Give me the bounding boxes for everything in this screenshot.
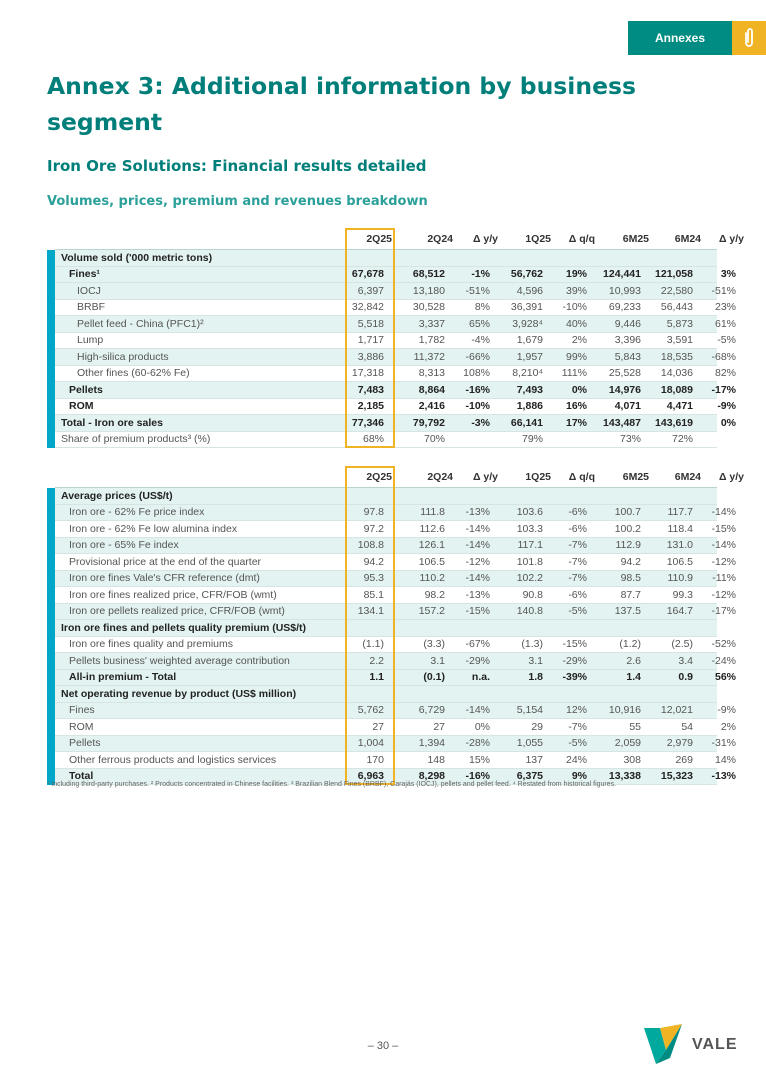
table-cell: 6,729 [418,704,445,717]
row-label: Fines¹ [69,268,100,281]
table-row [55,538,736,555]
table-cell: -39% [562,671,587,684]
table-cell: 100.7 [614,506,641,519]
table-cell: -16% [465,770,490,783]
table-cell: -10% [465,400,490,413]
table-row [55,333,736,350]
table-cell: -14% [465,539,490,552]
row-label: Net operating revenue by product (US$ million) [61,687,297,700]
row-label: Pellets [69,737,101,750]
table-cell: 79,792 [412,416,445,429]
table-cell: 14,976 [608,383,641,396]
table-cell: -7% [568,572,587,585]
table-cell: 106.5 [666,555,693,568]
table-cell: -14% [465,522,490,535]
table-cell: 3.1 [528,654,543,667]
table-cell: -12% [711,588,736,601]
table-cell: 5,873 [666,317,693,330]
table-cell: 32,842 [351,301,384,314]
table-cell: 0% [720,416,736,429]
row-label: Pellets [69,383,103,396]
column-header: 1Q25 [525,471,551,483]
page-number: – 30 – [367,1040,399,1052]
table-row [55,349,736,366]
column-header: 2Q24 [427,233,453,245]
column-header: Δ q/q [568,233,595,245]
table-cell: (1.2) [619,638,641,651]
table-row [55,571,736,588]
table-cell: 67,678 [351,268,384,281]
table-row [55,521,736,538]
row-label: Volume sold ('000 metric tons) [61,251,213,264]
table-row [55,604,736,621]
table-row [55,382,736,399]
table-cell: 70% [423,433,445,446]
row-label: Iron ore fines and pellets quality premium (US$/t) [61,621,307,634]
table-cell: -14% [465,572,490,585]
column-header: Δ y/y [472,233,498,245]
table-cell: -13% [465,506,490,519]
footnote: ¹ Including third-party purchases. ² Products concentrated in Chinese facilities. ³ Brazilian Blend Fines (BRBF), Carajás (IOCJ), pellets and pellet feed. ⁴ Restated from historical figures. [47,781,617,788]
table-cell: 40% [565,317,587,330]
table-cell: 22,580 [660,284,693,297]
table-cell: 95.3 [363,572,384,585]
table-row [55,637,736,654]
table-cell: -6% [568,588,587,601]
table-cell: 269 [675,753,693,766]
table-row [55,670,736,687]
row-label: Average prices (US$/t) [61,489,173,502]
table-cell: 8,210⁴ [512,367,543,380]
table-cell: 1,394 [418,737,445,750]
table-cell: -7% [568,720,587,733]
table-cell: 39% [565,284,587,297]
table-cell: 56,443 [660,301,693,314]
row-label: Iron ore fines quality and premiums [69,638,233,651]
table-header [55,228,744,250]
table-cell: 87.7 [620,588,641,601]
table-cell: 29 [531,720,543,733]
table-cell: 5,843 [614,350,641,363]
table-cell: 100.2 [614,522,641,535]
table-cell: 124,441 [603,268,641,281]
table-cell: 3,591 [666,334,693,347]
table-cell: 79% [521,433,543,446]
paperclip-icon [732,21,766,55]
column-header: Δ y/y [718,471,744,483]
table-cell: 36,391 [510,301,543,314]
table-cell: 2,185 [357,400,384,413]
table-row [55,752,736,769]
row-label: Iron ore fines Vale's CFR reference (dmt) [69,572,260,585]
table-cell: 27 [372,720,384,733]
table-cell: -13% [465,588,490,601]
section-title: Volumes, prices, premium and revenues breakdown [47,194,428,209]
table-cell: (2.5) [671,638,693,651]
table-cell: 106.5 [418,555,445,568]
table-cell: 4,071 [614,400,641,413]
table-cell: 3,337 [418,317,445,330]
row-label: Fines [69,704,95,717]
row-label: Iron ore - 62% Fe low alumina index [69,522,238,535]
table-cell: -7% [568,555,587,568]
table-cell: 164.7 [666,605,693,618]
table-cell: 3,886 [357,350,384,363]
table-cell: 170 [366,753,384,766]
table-cell: 1,717 [357,334,384,347]
table-cell: -15% [711,522,736,535]
table-cell: -17% [711,605,736,618]
table-cell: 2% [571,334,587,347]
table-cell: -15% [465,605,490,618]
volumes-table [47,228,744,448]
table-row [55,554,736,571]
row-label: Pellets business' weighted average contribution [69,654,290,667]
table-cell: 4,471 [666,400,693,413]
row-label: IOCJ [77,284,101,297]
table-cell: -29% [562,654,587,667]
table-cell: 99.3 [672,588,693,601]
table-cell: 2.6 [626,654,641,667]
table-row [55,736,736,753]
table-cell: -14% [711,539,736,552]
table-cell: 17,318 [351,367,384,380]
table-cell: -11% [712,572,736,585]
table-cell: 3.4 [678,654,693,667]
table-cell: -51% [465,284,490,297]
table-cell: 27 [433,720,445,733]
table-cell: (3.3) [423,638,445,651]
table-row [55,366,736,383]
row-label: Pellet feed - China (PFC1)² [77,317,204,330]
table-cell: 11,372 [413,350,445,363]
table-cell: 1,886 [516,400,543,413]
table-cell: 112.6 [419,522,445,535]
table-cell: 9,446 [614,317,641,330]
table-cell: 10,916 [608,704,641,717]
table-cell: 13,338 [608,770,641,783]
table-cell: 15,323 [660,770,693,783]
row-label: ROM [69,720,94,733]
column-header: Δ q/q [568,471,595,483]
table-cell: 111.8 [420,506,445,519]
column-header: 6M24 [674,471,701,483]
table-cell: 55 [629,720,641,733]
table-cell: 19% [565,268,587,281]
table-cell: 121,058 [655,268,693,281]
table-cell: 1,055 [516,737,543,750]
table-cell: 15% [468,753,490,766]
table-cell: 143,487 [603,416,641,429]
table-row [55,488,717,505]
row-label: Iron ore - 62% Fe price index [69,506,205,519]
row-label: Total [69,770,94,783]
table-row [55,300,736,317]
table-cell: 14,036 [660,367,693,380]
table-cell: -29% [465,654,490,667]
table-cell: -51% [711,284,736,297]
table-row [55,250,717,267]
table-cell: 2,416 [418,400,445,413]
table-cell: -14% [465,704,490,717]
table-cell: 140.8 [516,605,543,618]
table-header [55,466,744,488]
table-cell: 117.7 [667,506,693,519]
table-cell: 117.1 [517,539,543,552]
table-cell: 1,782 [418,334,445,347]
table-row [55,316,736,333]
column-header: 6M25 [622,471,649,483]
table-cell: 69,233 [608,301,641,314]
table-cell: (0.1) [423,671,445,684]
row-label: Other ferrous products and logistics services [69,753,277,766]
table-cell: 157.2 [418,605,445,618]
table-cell: -24% [711,654,736,667]
column-header: 2Q25 [366,471,392,483]
table-cell: 98.2 [424,588,445,601]
table-accent-bar [47,250,55,448]
table-row [55,399,736,416]
table-cell: 308 [623,753,641,766]
table-cell: 7,483 [357,383,384,396]
table-cell: 54 [681,720,693,733]
column-header: 2Q25 [366,233,392,245]
table-cell: -13% [711,770,736,783]
table-cell: -12% [465,555,490,568]
table-cell: 134.1 [357,605,384,618]
table-cell: -5% [568,605,587,618]
table-cell: 1.8 [528,671,543,684]
table-cell: 2% [720,720,736,733]
table-cell: 99% [565,350,587,363]
table-row [55,719,736,736]
vale-logo-text: VALE [692,1036,738,1053]
table-cell: 56,762 [510,268,543,281]
column-header: Δ y/y [472,471,498,483]
table-cell: 94.2 [620,555,641,568]
table-row [55,686,717,703]
table-cell: 98.5 [620,572,641,585]
table-cell: 82% [714,367,736,380]
table-row [55,283,736,300]
table-cell: -31% [711,737,736,750]
table-cell: 66,141 [510,416,543,429]
table-cell: 1.4 [626,671,641,684]
table-cell: 126.1 [418,539,445,552]
table-cell: 8% [474,301,490,314]
table-cell: 97.2 [363,522,384,535]
table-cell: 16% [565,400,587,413]
table-cell: 14% [714,753,736,766]
row-label: Iron ore - 65% Fe index [69,539,179,552]
table-cell: 1,679 [516,334,543,347]
table-cell: -4% [471,334,490,347]
table-cell: 2.2 [369,654,384,667]
table-cell: -28% [465,737,490,750]
row-label: All-in premium - Total [69,671,177,684]
row-label: Share of premium products³ (%) [61,433,211,446]
table-cell: -14% [711,506,736,519]
table-cell: 17% [565,416,587,429]
table-cell: 118.4 [667,522,693,535]
table-cell: 102.2 [516,572,543,585]
table-cell: 103.6 [516,506,543,519]
table-cell: 97.8 [363,506,384,519]
table-cell: -67% [465,638,490,651]
table-cell: 108% [463,367,490,380]
table-cell: 137.5 [614,605,641,618]
table-cell: 72% [671,433,693,446]
table-cell: 108.8 [357,539,384,552]
row-label: Provisional price at the end of the quarter [69,555,262,568]
table-cell: 25,528 [608,367,641,380]
table-cell: 143,619 [655,416,693,429]
table-cell: 73% [619,433,641,446]
table-cell: 8,298 [418,770,445,783]
table-cell: 110.2 [419,572,445,585]
table-cell: 0% [474,720,490,733]
page-subtitle: Iron Ore Solutions: Financial results detailed [47,157,427,175]
table-cell: -5% [717,334,736,347]
table-cell: -5% [568,737,587,750]
table-cell: 2,979 [666,737,693,750]
table-cell: 1.1 [369,671,384,684]
table-cell: 13,180 [412,284,445,297]
table-cell: 5,518 [357,317,384,330]
table-cell: 90.8 [522,588,543,601]
column-header: 6M25 [622,233,649,245]
row-label: Iron ore fines realized price, CFR/FOB (wmt) [69,588,277,601]
table-cell: 6,963 [357,770,384,783]
table-cell: -12% [711,555,736,568]
table-cell: -9% [717,400,736,413]
table-cell: -6% [568,522,587,535]
row-label: Other fines (60-62% Fe) [77,367,190,380]
table-cell: 56% [714,671,736,684]
table-cell: -17% [711,383,736,396]
table-row [55,653,736,670]
column-header: Δ y/y [718,233,744,245]
table-cell: 103.3 [516,522,543,535]
table-cell: 0% [571,383,587,396]
table-cell: 0.9 [678,671,693,684]
table-cell: 18,535 [660,350,693,363]
table-cell: 3% [720,268,736,281]
table-cell: 65% [468,317,490,330]
table-accent-bar [47,488,55,785]
table-cell: 111% [561,367,587,380]
column-header: 2Q24 [427,471,453,483]
table-cell: -9% [717,704,736,717]
table-cell: n.a. [471,671,490,684]
table-cell: 148 [427,753,445,766]
table-cell: 4,596 [516,284,543,297]
table-cell: 1,957 [516,350,543,363]
table-row [55,587,736,604]
table-row [55,505,736,522]
column-header: 1Q25 [525,233,551,245]
table-cell: 3,396 [614,334,641,347]
column-header: 6M24 [674,233,701,245]
table-cell: 8,313 [418,367,445,380]
table-cell: -68% [711,350,736,363]
table-cell: 1,004 [357,737,384,750]
table-cell: 24% [565,753,587,766]
table-cell: 68,512 [412,268,445,281]
table-cell: 112.9 [615,539,641,552]
page-title: Annex 3: Additional information by business segment [47,72,636,136]
table-cell: 10,993 [608,284,641,297]
table-cell: -66% [465,350,490,363]
row-label: BRBF [77,301,106,314]
table-cell: 137 [525,753,543,766]
table-row [55,267,736,284]
table-row [55,620,717,637]
table-cell: 8,864 [418,383,445,396]
table-cell: 68% [362,433,384,446]
table-row [55,703,736,720]
prices-revenue-table [47,466,744,785]
row-label: Iron ore pellets realized price, CFR/FOB (wmt) [69,605,285,618]
annexes-tab-label: Annexes [654,31,706,45]
table-cell: 5,154 [516,704,543,717]
table-cell: 7,493 [516,383,543,396]
table-cell: 12,021 [660,704,693,717]
table-cell: 77,346 [351,416,384,429]
table-cell: 3,928⁴ [512,317,543,330]
row-label: Lump [77,334,104,347]
table-cell: 131.0 [666,539,693,552]
table-cell: 2,059 [614,737,641,750]
table-row [55,415,736,432]
table-cell: (1.1) [362,638,384,651]
row-label: ROM [69,400,94,413]
table-cell: 18,089 [660,383,693,396]
table-cell: 5,762 [357,704,384,717]
table-cell: -6% [568,506,587,519]
annexes-tab[interactable] [628,21,732,55]
table-cell: 30,528 [412,301,445,314]
table-cell: -7% [568,539,587,552]
row-label: High-silica products [77,350,169,363]
table-cell: 3.1 [430,654,445,667]
table-cell: 12% [565,704,587,717]
table-cell: 110.9 [667,572,693,585]
table-cell: -10% [562,301,587,314]
table-cell: -1% [471,268,490,281]
table-row [55,432,717,449]
table-cell: 85.1 [363,588,384,601]
table-cell: 9% [571,770,587,783]
table-cell: 23% [714,301,736,314]
table-cell: (1.3) [521,638,543,651]
table-cell: -3% [471,416,490,429]
table-cell: 6,397 [357,284,384,297]
table-cell: 101.8 [516,555,543,568]
table-cell: -15% [562,638,587,651]
table-cell: 6,375 [516,770,543,783]
table-cell: 94.2 [363,555,384,568]
row-label: Total - Iron ore sales [61,416,163,429]
table-cell: 61% [714,317,736,330]
table-cell: -52% [711,638,736,651]
table-cell: -16% [465,383,490,396]
